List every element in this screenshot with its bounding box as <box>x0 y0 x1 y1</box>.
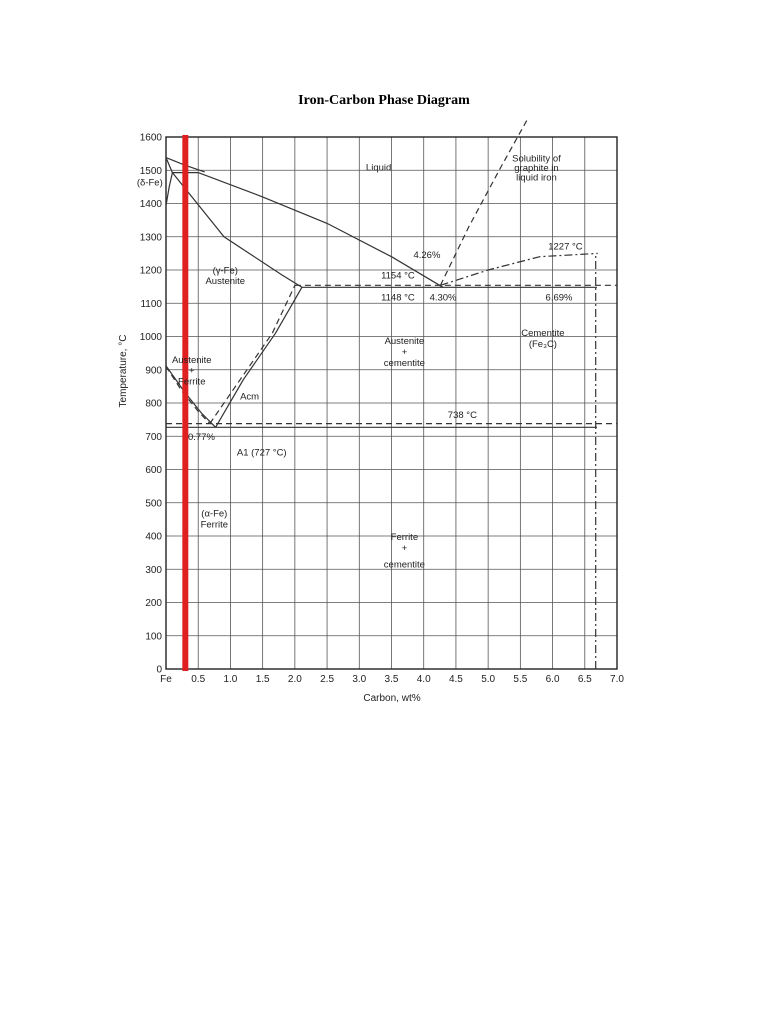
y-tick-label-14: 1400 <box>139 199 162 210</box>
annotation-25: (α-Fe) <box>201 508 228 520</box>
annotation-0: Liquid <box>365 162 392 174</box>
annotation-11: 4.30% <box>429 292 457 304</box>
x-tick-label-14: 7.0 <box>610 674 624 685</box>
phase-boundary-13 <box>441 120 527 285</box>
annotation-19: + <box>188 365 195 377</box>
y-tick-label-5: 500 <box>145 498 162 510</box>
y-tick-label-0: 0 <box>156 664 162 676</box>
x-tick-label-12: 6.0 <box>545 674 560 685</box>
x-tick-label-11: 5.5 <box>513 674 528 685</box>
x-tick-label-1: 0.5 <box>191 674 206 685</box>
annotation-24: A1 (727 °C) <box>236 447 287 459</box>
annotation-15: Austenite <box>384 335 425 347</box>
y-tick-label-4: 400 <box>145 531 162 543</box>
y-tick-label-10: 1000 <box>139 332 162 343</box>
y-axis-label: Temperature, °C <box>118 334 129 408</box>
x-axis-label: Carbon, wt% <box>363 693 421 704</box>
annotation-5: (γ-Fe) <box>212 265 238 277</box>
annotation-12: 6.69% <box>545 292 573 304</box>
y-tick-label-15: 1500 <box>139 165 162 177</box>
x-tick-label-13: 6.5 <box>577 674 592 685</box>
annotation-27: Ferrite <box>390 531 419 543</box>
annotation-4: (δ-Fe) <box>136 177 163 189</box>
annotation-28: + <box>401 542 408 554</box>
annotation-10: 1148 °C <box>381 292 415 304</box>
y-tick-label-12: 1200 <box>139 265 162 277</box>
annotation-14: (Fe₃C) <box>528 339 557 351</box>
x-tick-label-6: 3.0 <box>352 674 367 685</box>
y-tick-label-2: 200 <box>145 598 162 609</box>
y-tick-label-16: 1600 <box>139 132 162 144</box>
annotation-26: Ferrite <box>200 519 229 531</box>
x-tick-label-4: 2.0 <box>287 674 302 685</box>
region-annotations <box>137 153 583 570</box>
y-tick-label-13: 1300 <box>139 232 162 244</box>
annotation-17: cementite <box>383 357 425 369</box>
y-tick-label-1: 100 <box>145 631 162 643</box>
annotation-16: + <box>401 346 408 358</box>
annotation-20: Ferrite <box>178 376 206 388</box>
annotation-6: Austenite <box>205 275 246 287</box>
x-tick-label-5: 2.5 <box>320 674 335 685</box>
annotation-7: 1227 °C <box>548 241 583 253</box>
annotation-23: 0.77% <box>187 432 215 444</box>
page-title: Iron-Carbon Phase Diagram <box>298 93 470 108</box>
y-tick-label-8: 800 <box>145 398 162 410</box>
x-tick-label-2: 1.0 <box>223 674 238 685</box>
y-tick-label-9: 900 <box>145 365 162 377</box>
annotation-8: 4.26% <box>413 250 441 262</box>
annotation-29: cementite <box>383 559 425 571</box>
phase-boundary-4 <box>216 287 302 427</box>
y-tick-label-3: 300 <box>145 564 162 576</box>
x-tick-label-0: Fe <box>160 674 172 685</box>
x-tick-label-10: 5.0 <box>481 674 496 685</box>
x-tick-label-7: 3.5 <box>384 674 399 685</box>
y-tick-label-11: 1100 <box>140 298 162 310</box>
annotation-18: Austenite <box>171 355 212 367</box>
phase-boundary-14 <box>441 253 598 285</box>
annotation-21: Acm <box>240 391 260 403</box>
annotation-22: 738 °C <box>447 409 477 421</box>
grid-layer <box>166 137 617 669</box>
x-tick-label-3: 1.5 <box>255 674 270 685</box>
x-tick-label-8: 4.0 <box>416 674 431 685</box>
annotation-9: 1154 °C <box>381 270 415 282</box>
y-tick-label-6: 600 <box>145 465 162 476</box>
x-tick-label-9: 4.5 <box>448 674 463 685</box>
y-tick-label-7: 700 <box>145 431 162 443</box>
annotation-2: graphite in <box>514 162 559 174</box>
annotation-1: Solubility of <box>512 153 561 165</box>
annotation-3: liquid iron <box>516 172 557 184</box>
annotation-13: Cementite <box>521 327 565 339</box>
phase-boundary-1 <box>166 173 172 206</box>
